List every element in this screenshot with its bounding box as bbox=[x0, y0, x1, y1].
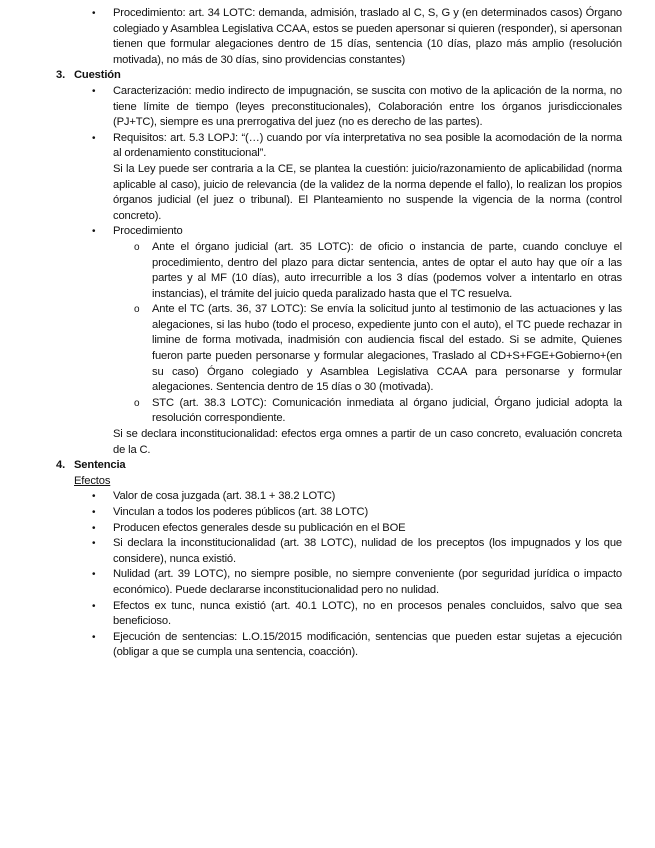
list-item-text: Vinculan a todos los poderes públicos (art. 38 LOTC) bbox=[113, 506, 369, 518]
requisitos-paragraph: Si la Ley puede ser contraria a la CE, se plantea la cuestión: juicio/razonamiento de aplicabilidad (norma aplicable al caso), juicio de relevancia (de la validez de la norma depende el fallo), lo realizan los propios órganos judicial (el juez o tribunal). El Planteamiento no suspende la vigencia de la norma (control concreto). bbox=[113, 162, 622, 222]
list-item-procedimiento-art34 bbox=[56, 6, 622, 68]
document-body bbox=[56, 6, 622, 661]
list-item-requisitos bbox=[56, 131, 622, 162]
section-number: 3. bbox=[56, 69, 66, 82]
list-item-text: Producen efectos generales desde su publicación en el BOE bbox=[113, 521, 406, 534]
sublist-item-stc bbox=[56, 396, 622, 427]
bullet-marker: • bbox=[92, 569, 96, 581]
list-item-inconstitucionalidad bbox=[56, 536, 622, 567]
list-item-text: Procedimiento bbox=[113, 225, 183, 238]
bullet-marker: • bbox=[92, 538, 96, 550]
section-title: Cuestión bbox=[74, 69, 121, 82]
list-item-text: Si declara la inconstitucionalidad (art. 38 LOTC), nulidad de los preceptos (los impugnados y los que considere), nunca existió. bbox=[113, 537, 622, 565]
bullet-marker: • bbox=[92, 507, 96, 518]
list-item-text: Caracterización: medio indirecto de impugnación, se suscita con motivo de la aplicación de la norma, no tiene límite de tiempo (leyes preconstitucionales), Colaboración entre los órganos jurisdiccionales (PJ+TC), siempre es una prerrogativa del juez (no es derecho de las partes). bbox=[113, 84, 622, 129]
bullet-marker: • bbox=[92, 600, 96, 612]
list-item-procedimiento bbox=[56, 224, 622, 240]
section-title: Sentencia bbox=[74, 459, 126, 472]
section-heading-cuestion bbox=[56, 68, 622, 84]
list-item-nulidad bbox=[56, 567, 622, 598]
circle-marker: o bbox=[134, 397, 140, 409]
subheading-efectos: Efectos bbox=[74, 474, 111, 487]
list-item-text: Efectos ex tunc, nunca existió (art. 40.1 LOTC), no en procesos penales concluidos, salvo que sea beneficioso. bbox=[113, 599, 622, 628]
sublist-item-text: Ante el órgano judicial (art. 35 LOTC): de oficio o instancia de parte, cuando concluye el procedimiento, dentro del plazo para dictar sentencia, antes de optar el auto hay que oír a las partes y al MF (10 días), auto irrecurrible a los 3 días (podemos volver a intentarlo en otras instancias), el trámite del juicio queda paralizado hasta que el TC resuelva. bbox=[152, 240, 622, 300]
section-number: 4. bbox=[56, 459, 66, 472]
circle-marker: o bbox=[134, 304, 140, 316]
inconstitucionalidad-paragraph: Si se declara inconstitucionalidad: efectos erga omnes a partir de un caso concreto, evaluación concreta de la C. bbox=[113, 428, 622, 456]
list-item-text: Procedimiento: art. 34 LOTC: demanda, admisión, traslado al C, S, G y (en determinados casos) Órgano colegiado y Asamblea Legislativa CCAA, estos se pueden apersonar si quieren (responder), si apersonan tienen que formular alegaciones dentro de 15 días, sentencia (10 días, plazo más amplio (resolución motivada), no más de 30 días, sino providencias constantes) bbox=[113, 7, 622, 66]
list-item-caracterizacion bbox=[56, 84, 622, 131]
bullet-marker: • bbox=[92, 226, 96, 238]
sublist-item-text: STC (art. 38.3 LOTC): Comunicación inmediata al órgano judicial, Órgano judicial adopta la resolución correspondiente. bbox=[152, 396, 622, 425]
list-item-text: Requisitos: art. 5.3 LOPJ: “(…) cuando por vía interpretativa no sea posible la acomodación de la norma al ordenamiento constitucional”. bbox=[113, 131, 622, 160]
bullet-marker: • bbox=[92, 491, 96, 503]
sublist-item-ante-tc bbox=[56, 302, 622, 396]
bullet-marker: • bbox=[92, 132, 96, 144]
list-item-text: Valor de cosa juzgada (art. 38.1 + 38.2 LOTC) bbox=[113, 490, 336, 503]
bullet-marker: • bbox=[92, 522, 96, 534]
list-item-text: Nulidad (art. 39 LOTC), no siempre posible, no siempre conveniente (por seguridad jurídica o impacto económico). Puede declararse inconstitucionalidad pero no nulidad. bbox=[113, 568, 622, 596]
list-item-cosa-juzgada bbox=[56, 489, 622, 505]
list-item-vinculan bbox=[56, 505, 622, 521]
sublist-item-organo-judicial bbox=[56, 240, 622, 302]
bullet-marker: • bbox=[92, 8, 96, 19]
bullet-marker: • bbox=[92, 631, 96, 643]
list-item-efectos-generales bbox=[56, 521, 622, 537]
list-item-text: Ejecución de sentencias: L.O.15/2015 modificación, sentencias que pueden estar sujetas a ejecución (obligar a que se cumpla una sentencia, coacción). bbox=[113, 630, 622, 659]
circle-marker: o bbox=[134, 241, 140, 253]
list-item-ejecucion bbox=[56, 630, 622, 661]
list-item-ex-tunc bbox=[56, 599, 622, 630]
sublist-item-text: Ante el TC (arts. 36, 37 LOTC): Se envía la solicitud junto al testimonio de las actuaciones y las alegaciones, si las hubo (todo el proceso, expediente junto con el auto), el TC puede rechazar in limine de forma motivada, inadmisión con audiencia fiscal del estado. Si se admite, Quienes fueron parte pueden personarse y formular alegaciones, Traslado al CD+S+FGE+Gobierno+(en su caso) Órgano colegiado y Asamblea Legislativa CCAA para personarse y formular alegaciones. Sentencia dentro de 15 días o 30 (motivada). bbox=[152, 303, 622, 394]
bullet-marker: • bbox=[92, 85, 96, 97]
section-heading-sentencia bbox=[56, 458, 622, 474]
